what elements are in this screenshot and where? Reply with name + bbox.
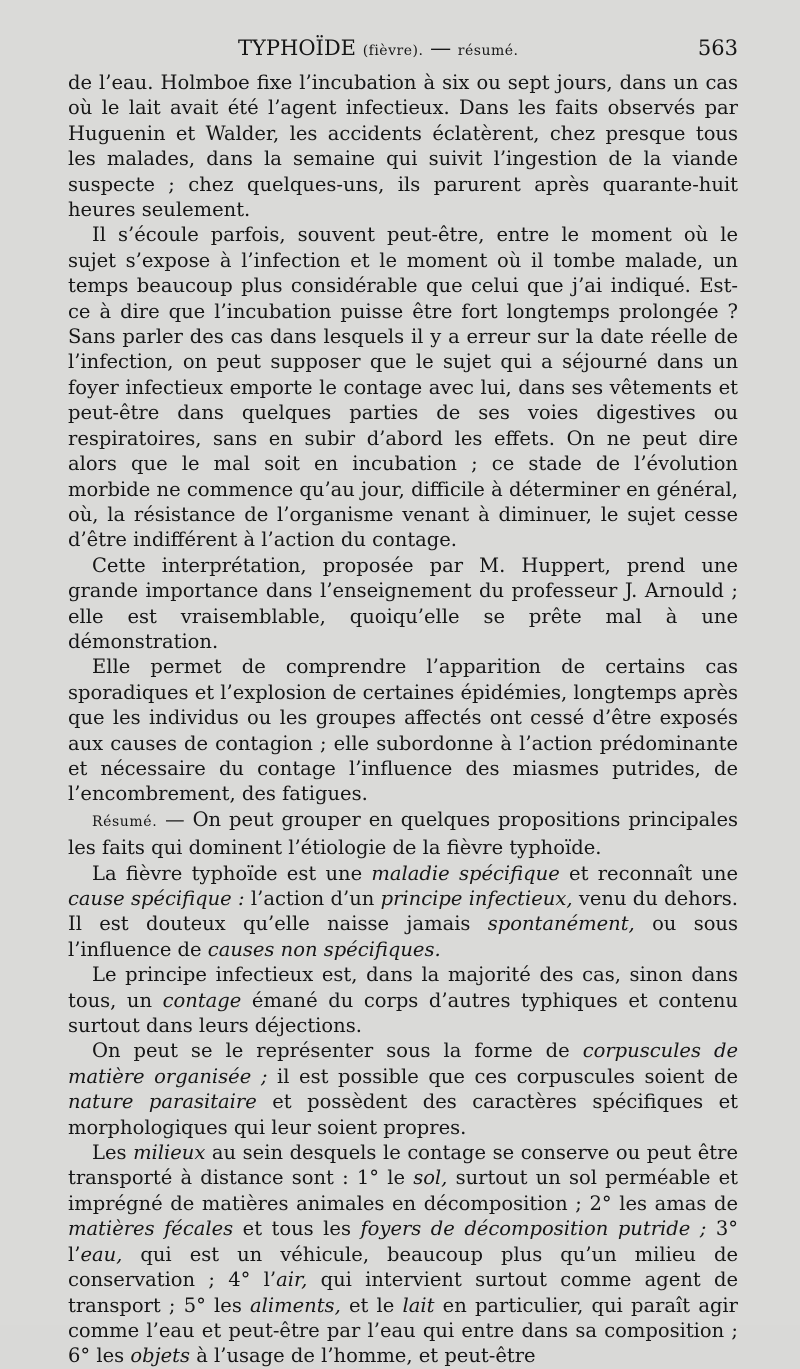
page-number: 563 bbox=[697, 36, 738, 60]
text-run: à l’usage de l’homme, et peut-être bbox=[190, 1344, 536, 1368]
italic-phrase: lait bbox=[402, 1293, 435, 1317]
paragraph bbox=[68, 553, 738, 655]
text-run: La fièvre typhoïde est une bbox=[92, 861, 372, 885]
italic-phrase: matières fécales bbox=[68, 1217, 234, 1241]
text-run: Cette interprétation, proposée par M. Huppert, prend une grande importance dans l’enseignement du professeur J. Arnould ; elle est vraisemblable, quoiqu’elle se prête mal à une démonstration. bbox=[68, 553, 738, 653]
text-run: Elle permet de comprendre l’apparition de certains cas sporadiques et l’explosion de certaines épidémies, longtemps après que les individus ou les groupes affectés ont cessé d’être exposés aux causes de contagion ; elle subordonne à l’action prédominante et nécessaire du contage l’influence des miasmes putrides, de l’encombrement, des fatigues. bbox=[68, 655, 738, 806]
paragraph bbox=[68, 962, 738, 1038]
italic-phrase: sol, bbox=[413, 1166, 448, 1190]
text-run: venu du dehors. Il est douteux qu’elle naisse jamais bbox=[68, 887, 738, 936]
title-section: résumé. bbox=[457, 43, 519, 59]
text-run: qui est un véhicule, beaucoup plus qu’un milieu de conservation ; 4° l’ bbox=[68, 1242, 738, 1292]
body-text bbox=[68, 70, 738, 1369]
text-run: 3° l’ bbox=[68, 1217, 738, 1266]
text-run: il est possible que ces corpuscules soient de bbox=[267, 1064, 738, 1088]
paragraph bbox=[68, 1140, 738, 1369]
text-run: et reconnaît une bbox=[559, 861, 738, 885]
text-run: de l’eau. Holmboe fixe l’incubation à six ou sept jours, dans un cas où le lait avait été l’agent infectieux. Dans les faits observés par Huguenin et Walder, les accidents éclatèrent, chez presque tous les malades, dans la semaine qui suivit l’ingestion de la viande suspecte ; chez quelques-uns, ils parurent après quarante-huit heures seulement. bbox=[68, 71, 738, 222]
paragraph bbox=[68, 70, 738, 222]
text-run: l’action d’un bbox=[244, 887, 381, 910]
running-header bbox=[68, 36, 738, 66]
title-dash: — bbox=[430, 36, 452, 60]
running-title bbox=[238, 36, 518, 60]
text-run: Les bbox=[92, 1141, 134, 1165]
italic-phrase: spontanément, bbox=[487, 912, 635, 936]
italic-phrase: nature parasitaire bbox=[68, 1090, 257, 1114]
title-paren: (fièvre). bbox=[362, 43, 424, 59]
italic-phrase: causes non spécifiques. bbox=[207, 937, 441, 961]
italic-phrase: foyers de décomposition putride ; bbox=[360, 1217, 707, 1241]
italic-phrase: cause spécifique : bbox=[68, 887, 245, 910]
paragraph bbox=[68, 654, 738, 806]
text-run: et le bbox=[340, 1293, 403, 1317]
section-label: Résumé. bbox=[92, 813, 158, 830]
text-run: ou sous l’influence de bbox=[68, 912, 739, 961]
italic-phrase: eau, bbox=[80, 1242, 123, 1266]
italic-phrase: aliments, bbox=[250, 1293, 341, 1317]
paragraph bbox=[68, 222, 738, 552]
paragraph bbox=[68, 861, 738, 963]
text-run: au sein desquels le contage se conserve ou peut être transporté à distance sont : 1° le bbox=[68, 1141, 738, 1190]
text-run: en particulier, qui paraît agir comme l’eau et peut-être par l’eau qui entre dans sa composition ; 6° les bbox=[68, 1293, 738, 1368]
text-run: On peut se le représenter sous la forme de bbox=[92, 1039, 583, 1063]
italic-phrase: milieux bbox=[133, 1141, 206, 1165]
text-run: Il s’écoule parfois, souvent peut-être, entre le moment où le sujet s’expose à l’infection et le moment où il tombe malade, un temps beaucoup plus considérable que celui que j’ai indiqué. Est-ce à dire que l’incubation puisse être fort longtemps prolongée ? Sans parler des cas dans lesquels il y a erreur sur la date réelle de l’infection, on peut supposer que le sujet qui a séjourné dans un foyer infectieux emporte le contage avec lui, dans ses vêtements et peut-être dans quelques parties de ses voies digestives ou respiratoires, sans en subir d’abord les effets. On ne peut dire alors que le mal soit en incubation ; ce stade de l’évolution morbide ne commence qu’au jour, difficile à déterminer en général, où, la résistance de l’organisme venant à diminuer, le sujet cesse d’être indifférent à l’action du contage. bbox=[68, 223, 738, 552]
text-run: et possèdent des caractères spécifiques et morphologiques qui leur soient propres. bbox=[68, 1090, 738, 1139]
paragraph bbox=[68, 807, 738, 861]
italic-phrase: objets bbox=[130, 1344, 190, 1368]
text-run: surtout un sol perméable et imprégné de matières animales en décomposition ; 2° les amas de bbox=[68, 1166, 738, 1215]
text-run: — On peut grouper en quelques propositions principales les faits qui dominent l’étiologie de la fièvre typhoïde. bbox=[68, 807, 738, 860]
text-run: et tous les bbox=[233, 1217, 361, 1241]
italic-phrase: principe infectieux, bbox=[380, 887, 573, 910]
italic-phrase: corpuscules de matière organisée ; bbox=[68, 1039, 738, 1088]
title-main: TYPHOÏDE bbox=[238, 36, 356, 60]
paragraph bbox=[68, 1038, 738, 1140]
italic-phrase: maladie spécifique bbox=[371, 861, 560, 885]
text-run: Le principe infectieux est, dans la majorité des cas, sinon dans tous, un bbox=[68, 963, 738, 1012]
text-run: émané du corps d’autres typhiques et contenu surtout dans leurs déjections. bbox=[68, 988, 738, 1038]
italic-phrase: contage bbox=[162, 988, 242, 1012]
italic-phrase: air, bbox=[276, 1268, 308, 1292]
text-run: qui intervient surtout comme agent de transport ; 5° les bbox=[68, 1268, 739, 1317]
